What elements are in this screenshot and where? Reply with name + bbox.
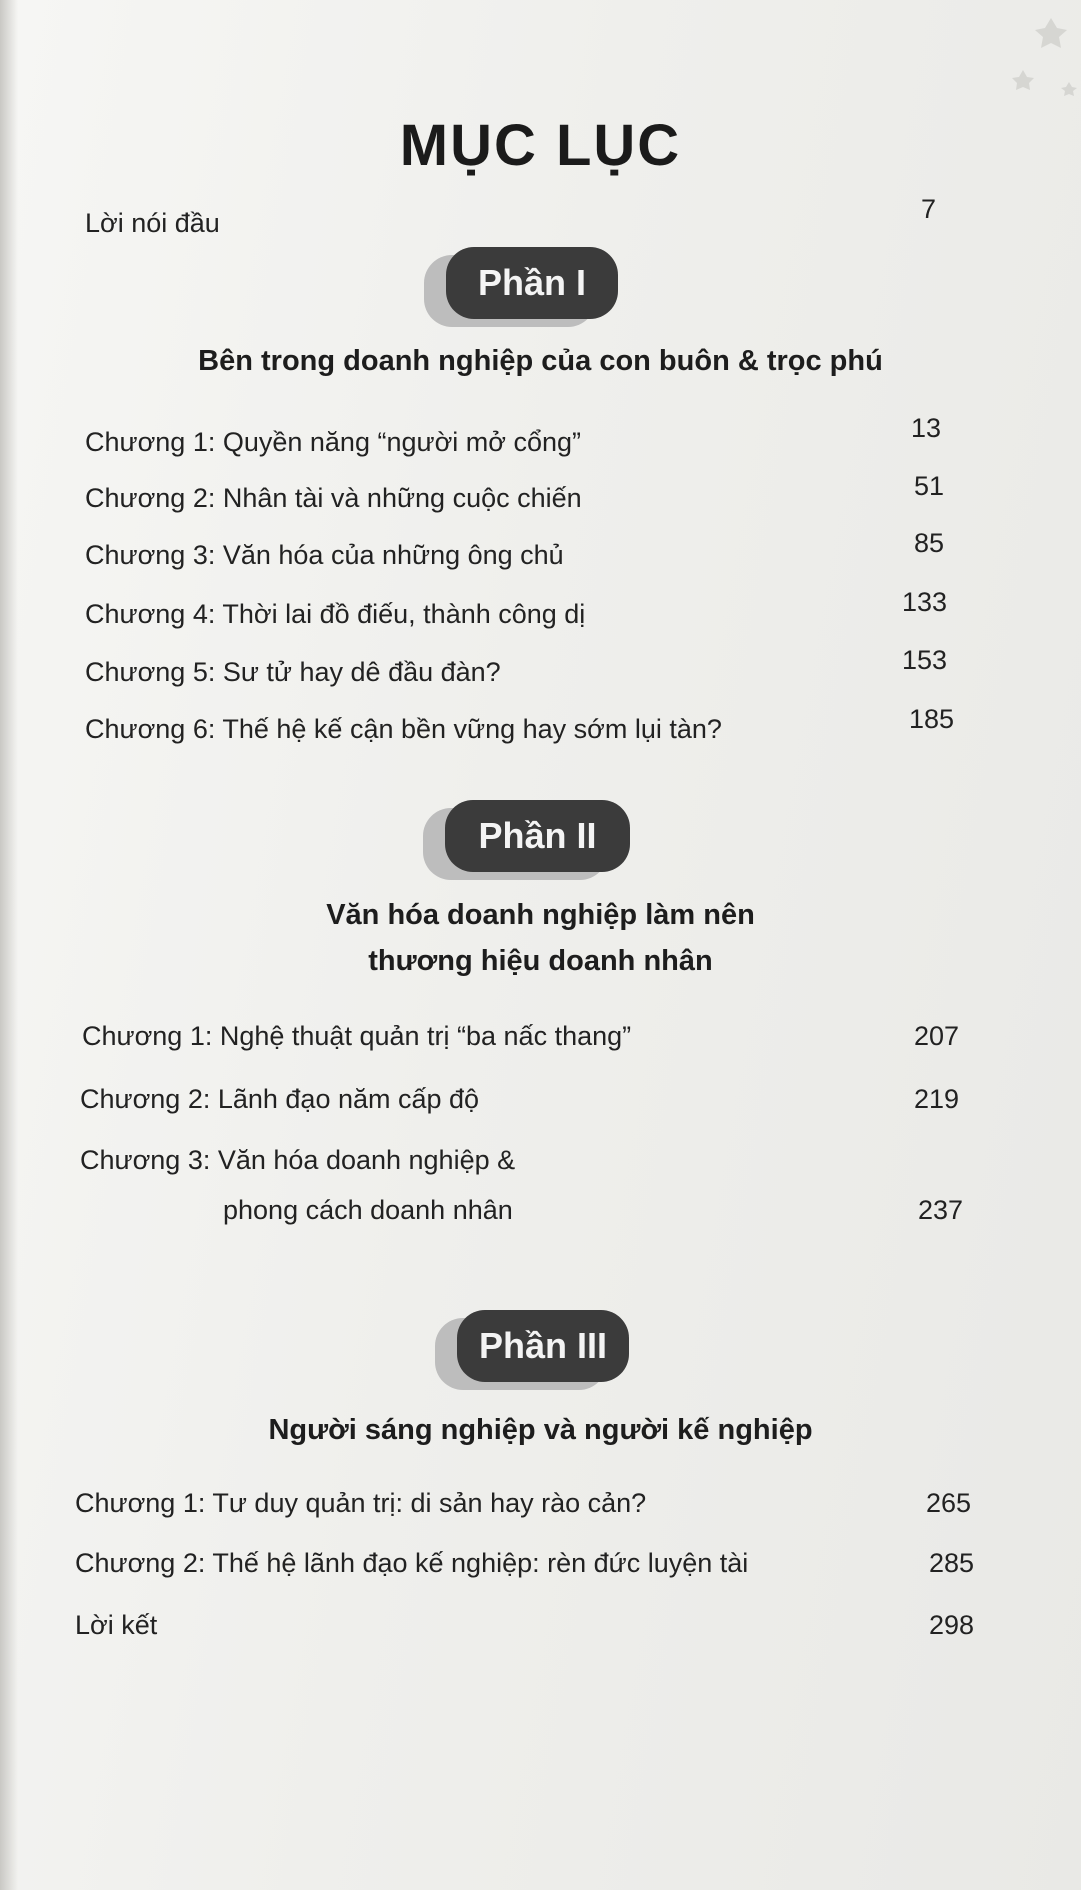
part-heading-1: Bên trong doanh nghiệp của con buôn & trọc phú xyxy=(198,345,883,377)
toc-entry-page: 207 xyxy=(913,1021,959,1051)
part-heading-2 xyxy=(0,892,1081,984)
part-badge-1: Phần I xyxy=(446,247,618,319)
toc-entry-label: Chương 1: Tư duy quản trị: di sản hay rào cản? xyxy=(75,1488,647,1518)
toc-entry-label: Chương 3: Văn hóa của những ông chủ xyxy=(85,540,564,570)
toc-entry-label: Chương 5: Sư tử hay dê đầu đàn? xyxy=(85,657,501,687)
toc-entry-page: 219 xyxy=(913,1084,959,1114)
toc-entry-label: Chương 2: Lãnh đạo năm cấp độ xyxy=(80,1084,480,1114)
toc-entry-page: 237 xyxy=(917,1195,963,1225)
toc-entry-page: 153 xyxy=(901,645,947,675)
part-heading-3: Người sáng nghiệp và người kế nghiệp xyxy=(268,1414,813,1446)
toc-entry-page: 133 xyxy=(901,587,947,617)
toc-entry-label: Chương 4: Thời lai đồ điếu, thành công dị xyxy=(85,599,586,629)
toc-entry-page: 265 xyxy=(925,1488,971,1518)
toc-entry-page: 285 xyxy=(928,1548,974,1578)
toc-entry-label: Chương 2: Thế hệ lãnh đạo kế nghiệp: rèn đức luyện tài xyxy=(75,1548,749,1578)
toc-entry-label: Chương 6: Thế hệ kế cận bền vững hay sớm lụi tàn? xyxy=(85,714,722,744)
toc-entry-page: 85 xyxy=(913,528,944,558)
page-title: MỤC LỤC xyxy=(399,113,682,178)
toc-entry-label: Chương 2: Nhân tài và những cuộc chiến xyxy=(85,483,582,513)
part-heading-2-line1: Văn hóa doanh nghiệp làm nên xyxy=(326,899,755,931)
toc-entry-page: 13 xyxy=(910,413,941,443)
toc-entry-page: 51 xyxy=(913,471,944,501)
part-heading-2-line2: thương hiệu doanh nhân xyxy=(368,945,713,977)
toc-entry-page: 185 xyxy=(908,704,954,734)
toc-entry-label: Lời kết xyxy=(75,1610,158,1640)
part-badge-2: Phần II xyxy=(445,800,630,872)
toc-entry-page: 298 xyxy=(928,1610,974,1640)
corner-decoration-icon xyxy=(931,0,1081,120)
toc-entry-label: Chương 1: Nghệ thuật quản trị “ba nấc thang” xyxy=(82,1021,632,1051)
toc-entry-label-line2: phong cách doanh nhân xyxy=(223,1195,513,1225)
toc-entry-label: Chương 1: Quyền năng “người mở cổng” xyxy=(85,427,582,457)
toc-entry-label: Chương 3: Văn hóa doanh nghiệp & xyxy=(80,1145,516,1175)
part-badge-3: Phần III xyxy=(457,1310,629,1382)
toc-entry-page: 7 xyxy=(920,194,936,224)
toc-entry-label: Lời nói đầu xyxy=(85,208,220,238)
